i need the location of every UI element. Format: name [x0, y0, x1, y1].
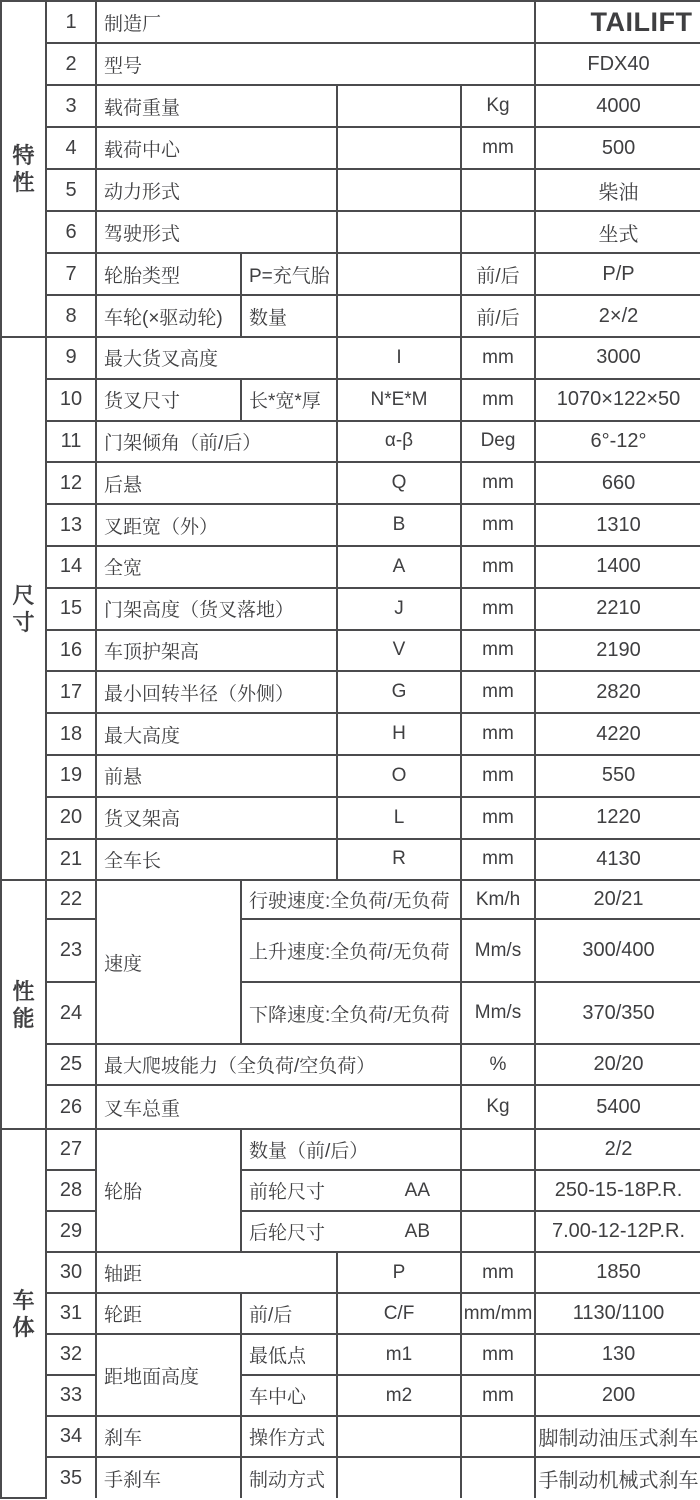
- param-name: 载荷重量: [96, 85, 337, 127]
- table-row: [1, 1293, 700, 1334]
- param-unit: mm: [461, 1375, 535, 1416]
- section-label: 车体: [12, 1287, 35, 1340]
- param-unit: 前/后: [461, 295, 535, 337]
- param-sub: 行驶速度:全负荷/无负荷: [241, 880, 461, 919]
- row-number: 30: [46, 1252, 96, 1293]
- param-symbol: I: [337, 337, 461, 379]
- param-value: 4220: [535, 713, 700, 755]
- param-symbol: V: [337, 630, 461, 672]
- param-symbol: [337, 253, 461, 295]
- table-row: [1, 797, 700, 839]
- row-number: 6: [46, 211, 96, 253]
- param-value: 250-15-18P.R.: [535, 1170, 700, 1211]
- param-name: 手刹车: [96, 1457, 241, 1498]
- param-value: 1130/1100: [535, 1293, 700, 1334]
- param-value: 130: [535, 1334, 700, 1375]
- param-name: 轴距: [96, 1252, 337, 1293]
- section-body: [1, 1129, 46, 1498]
- param-symbol: [337, 295, 461, 337]
- table-row: [1, 630, 700, 672]
- param-value: 20/21: [535, 880, 700, 919]
- table-row: [1, 504, 700, 546]
- param-unit: mm: [461, 546, 535, 588]
- row-number: 24: [46, 982, 96, 1044]
- table-row: [1, 1, 700, 43]
- param-value: 3000: [535, 337, 700, 379]
- param-sub: [241, 1170, 461, 1211]
- table-row: [1, 1044, 700, 1085]
- param-value: 坐式: [535, 211, 700, 253]
- param-symbol: [337, 127, 461, 169]
- param-symbol: H: [337, 713, 461, 755]
- row-number: 25: [46, 1044, 96, 1085]
- param-unit: Mm/s: [461, 982, 535, 1044]
- row-number: 1: [46, 1, 96, 43]
- param-unit: mm: [461, 630, 535, 672]
- param-symbol: α-β: [337, 421, 461, 463]
- table-row: [1, 421, 700, 463]
- row-number: 13: [46, 504, 96, 546]
- row-number: 12: [46, 462, 96, 504]
- row-number: 27: [46, 1129, 96, 1170]
- table-row: [1, 337, 700, 379]
- param-value: 660: [535, 462, 700, 504]
- table-row: [1, 546, 700, 588]
- row-number: 34: [46, 1416, 96, 1457]
- param-value: 2820: [535, 671, 700, 713]
- section-label: 尺寸: [12, 582, 35, 635]
- param-symbol: [337, 85, 461, 127]
- param-unit: [461, 211, 535, 253]
- param-unit: mm: [461, 127, 535, 169]
- param-symbol: N*E*M: [337, 379, 461, 421]
- param-sub: [241, 1211, 461, 1252]
- table-row: [1, 713, 700, 755]
- param-value: 手制动机械式刹车: [535, 1457, 700, 1498]
- table-row: [1, 755, 700, 797]
- param-symbol: [337, 1416, 461, 1457]
- param-name: 车顶护架高: [96, 630, 337, 672]
- table-row: [1, 169, 700, 211]
- param-unit: 前/后: [461, 253, 535, 295]
- param-name: 全宽: [96, 546, 337, 588]
- table-row: [1, 379, 700, 421]
- param-sub: 长*宽*厚: [241, 379, 337, 421]
- param-unit: [461, 1457, 535, 1498]
- table-row: [1, 295, 700, 337]
- param-name: 刹车: [96, 1416, 241, 1457]
- param-symbol: Q: [337, 462, 461, 504]
- param-value: 500: [535, 127, 700, 169]
- param-symbol: m2: [337, 1375, 461, 1416]
- param-symbol: [337, 1457, 461, 1498]
- param-sub: P=充气胎: [241, 253, 337, 295]
- table-row: [1, 880, 700, 919]
- row-number: 3: [46, 85, 96, 127]
- row-number: 20: [46, 797, 96, 839]
- param-symbol: P: [337, 1252, 461, 1293]
- param-name: 货叉尺寸: [96, 379, 241, 421]
- param-unit: [461, 1211, 535, 1252]
- row-number: 17: [46, 671, 96, 713]
- row-number: 15: [46, 588, 96, 630]
- param-sub: 数量（前/后）: [241, 1129, 461, 1170]
- table-row: [1, 211, 700, 253]
- param-unit: [461, 1416, 535, 1457]
- param-symbol: AB: [404, 1220, 430, 1242]
- param-name: 速度: [96, 880, 241, 1044]
- param-sub: 数量: [241, 295, 337, 337]
- param-unit: Km/h: [461, 880, 535, 919]
- param-name: 叉车总重: [96, 1085, 461, 1129]
- param-sub: 上升速度:全负荷/无负荷: [241, 919, 461, 982]
- row-number: 11: [46, 421, 96, 463]
- section-dimensions: [1, 337, 46, 880]
- param-symbol: B: [337, 504, 461, 546]
- table-row: [1, 127, 700, 169]
- row-number: 22: [46, 880, 96, 919]
- param-unit: mm: [461, 462, 535, 504]
- param-value: 2190: [535, 630, 700, 672]
- param-sub: 前/后: [241, 1293, 337, 1334]
- param-name: 最大高度: [96, 713, 337, 755]
- row-number: 28: [46, 1170, 96, 1211]
- param-symbol: AA: [404, 1179, 430, 1201]
- param-name: 门架倾角（前/后）: [96, 421, 337, 463]
- param-name: 前悬: [96, 755, 337, 797]
- table-row: [1, 462, 700, 504]
- param-value: 1220: [535, 797, 700, 839]
- row-number: 32: [46, 1334, 96, 1375]
- table-row: [1, 671, 700, 713]
- param-sub-label: 后轮尺寸: [249, 1223, 326, 1245]
- param-unit: mm: [461, 337, 535, 379]
- row-number: 19: [46, 755, 96, 797]
- param-unit: mm: [461, 713, 535, 755]
- param-symbol: [337, 211, 461, 253]
- row-number: 31: [46, 1293, 96, 1334]
- brand-value: TAILIFT: [535, 1, 700, 43]
- table-row: [1, 43, 700, 85]
- param-symbol: C/F: [337, 1293, 461, 1334]
- param-value: 300/400: [535, 919, 700, 982]
- param-unit: mm: [461, 588, 535, 630]
- param-unit: mm/mm: [461, 1293, 535, 1334]
- row-number: 26: [46, 1085, 96, 1129]
- row-number: 16: [46, 630, 96, 672]
- param-unit: mm: [461, 755, 535, 797]
- table-row: [1, 1334, 700, 1375]
- param-unit: mm: [461, 797, 535, 839]
- param-name: 轮胎: [96, 1129, 241, 1252]
- section-performance: [1, 880, 46, 1129]
- param-name: 最小回转半径（外侧）: [96, 671, 337, 713]
- param-unit: mm: [461, 1252, 535, 1293]
- param-sub-label: 前轮尺寸: [249, 1182, 326, 1204]
- param-value: 200: [535, 1375, 700, 1416]
- param-symbol: L: [337, 797, 461, 839]
- param-value: 1850: [535, 1252, 700, 1293]
- param-symbol: [337, 169, 461, 211]
- param-name: 动力形式: [96, 169, 337, 211]
- table-row: [1, 1416, 700, 1457]
- param-sub: 车中心: [241, 1375, 337, 1416]
- param-symbol: G: [337, 671, 461, 713]
- param-unit: %: [461, 1044, 535, 1085]
- param-unit: [461, 1129, 535, 1170]
- param-name: 最大爬坡能力（全负荷/空负荷）: [96, 1044, 461, 1085]
- param-name: 型号: [96, 43, 535, 85]
- param-value: 1400: [535, 546, 700, 588]
- param-value: 4130: [535, 839, 700, 881]
- param-name: 轮胎类型: [96, 253, 241, 295]
- param-value: 5400: [535, 1085, 700, 1129]
- row-number: 14: [46, 546, 96, 588]
- param-value: 20/20: [535, 1044, 700, 1085]
- param-value: P/P: [535, 253, 700, 295]
- row-number: 4: [46, 127, 96, 169]
- param-unit: [461, 169, 535, 211]
- param-sub: 操作方式: [241, 1416, 337, 1457]
- param-value: 370/350: [535, 982, 700, 1044]
- section-label: 性能: [12, 978, 35, 1031]
- section-features: [1, 1, 46, 337]
- param-name: 轮距: [96, 1293, 241, 1334]
- param-name: 最大货叉高度: [96, 337, 337, 379]
- table-row: [1, 1457, 700, 1498]
- param-symbol: O: [337, 755, 461, 797]
- table-row: [1, 253, 700, 295]
- table-row: [1, 1085, 700, 1129]
- param-name: 叉距宽（外）: [96, 504, 337, 546]
- param-symbol: R: [337, 839, 461, 881]
- table-row: [1, 1252, 700, 1293]
- row-number: 5: [46, 169, 96, 211]
- row-number: 10: [46, 379, 96, 421]
- param-sub: 最低点: [241, 1334, 337, 1375]
- param-name: 距地面高度: [96, 1334, 241, 1416]
- row-number: 2: [46, 43, 96, 85]
- param-unit: mm: [461, 1334, 535, 1375]
- param-name: 后悬: [96, 462, 337, 504]
- param-value: FDX40: [535, 43, 700, 85]
- param-unit: Deg: [461, 421, 535, 463]
- param-unit: Kg: [461, 85, 535, 127]
- row-number: 29: [46, 1211, 96, 1252]
- param-name: 车轮(×驱动轮): [96, 295, 241, 337]
- param-value: 柴油: [535, 169, 700, 211]
- row-number: 8: [46, 295, 96, 337]
- param-symbol: A: [337, 546, 461, 588]
- param-unit: Kg: [461, 1085, 535, 1129]
- param-value: 4000: [535, 85, 700, 127]
- row-number: 9: [46, 337, 96, 379]
- param-sub: 制动方式: [241, 1457, 337, 1498]
- param-name: 门架高度（货叉落地）: [96, 588, 337, 630]
- row-number: 35: [46, 1457, 96, 1498]
- param-value: 1070×122×50: [535, 379, 700, 421]
- param-unit: Mm/s: [461, 919, 535, 982]
- row-number: 33: [46, 1375, 96, 1416]
- table-row: [1, 85, 700, 127]
- param-symbol: J: [337, 588, 461, 630]
- param-name: 载荷中心: [96, 127, 337, 169]
- section-label: 特性: [12, 143, 35, 195]
- param-value: 1310: [535, 504, 700, 546]
- param-name: 制造厂: [96, 1, 535, 43]
- param-name: 驾驶形式: [96, 211, 337, 253]
- param-symbol: m1: [337, 1334, 461, 1375]
- param-value: 2210: [535, 588, 700, 630]
- row-number: 21: [46, 839, 96, 881]
- row-number: 18: [46, 713, 96, 755]
- param-name: 货叉架高: [96, 797, 337, 839]
- row-number: 23: [46, 919, 96, 982]
- table-row: [1, 839, 700, 881]
- param-value: 脚制动油压式刹车: [535, 1416, 700, 1457]
- param-unit: [461, 1170, 535, 1211]
- param-value: 550: [535, 755, 700, 797]
- param-value: 2/2: [535, 1129, 700, 1170]
- param-unit: mm: [461, 839, 535, 881]
- param-unit: mm: [461, 379, 535, 421]
- param-name: 全车长: [96, 839, 337, 881]
- param-value: 2×/2: [535, 295, 700, 337]
- table-row: [1, 588, 700, 630]
- param-sub: 下降速度:全负荷/无负荷: [241, 982, 461, 1044]
- row-number: 7: [46, 253, 96, 295]
- param-value: 7.00-12-12P.R.: [535, 1211, 700, 1252]
- table-row: [1, 1129, 700, 1170]
- param-value: 6°-12°: [535, 421, 700, 463]
- param-unit: mm: [461, 504, 535, 546]
- param-unit: mm: [461, 671, 535, 713]
